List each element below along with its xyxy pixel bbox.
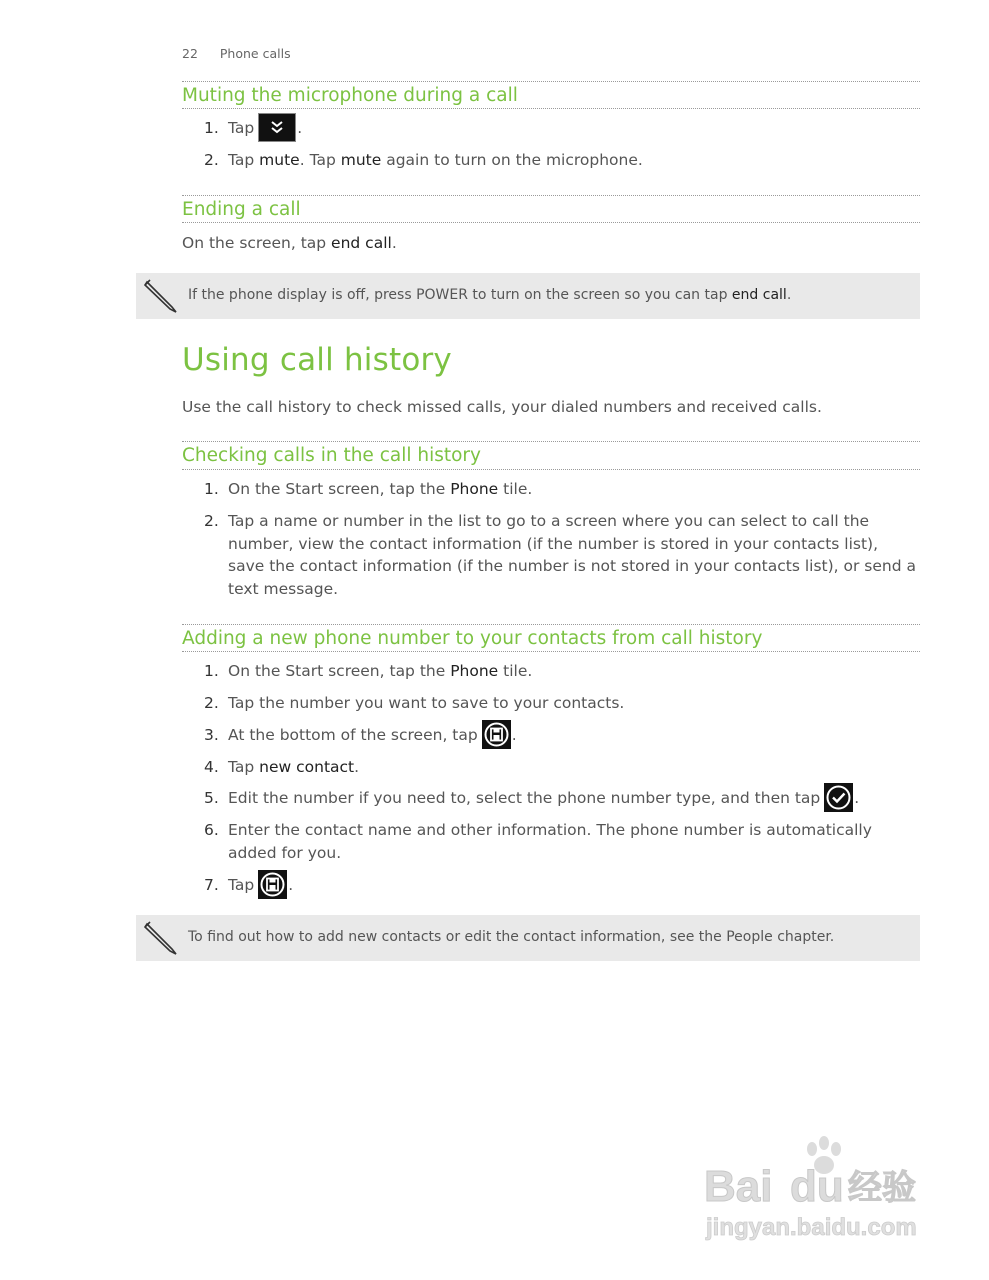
- step-text: Tap .: [228, 117, 918, 140]
- note-text: To find out how to add new contacts or edit the contact information, see the People chapter.: [188, 929, 835, 945]
- step-text: At the bottom of the screen, tap .: [228, 724, 918, 747]
- check-icon: [824, 783, 853, 812]
- pencil-icon: [142, 277, 178, 313]
- step-text: On the Start screen, tap the Phone tile.: [228, 480, 533, 498]
- step-number: 6.: [204, 821, 219, 839]
- section-divider: [182, 108, 920, 109]
- section-title-adding: Adding a new phone number to your contacts from call history: [182, 628, 763, 649]
- pencil-icon: [142, 919, 178, 955]
- section-title-ending: Ending a call: [182, 199, 301, 220]
- svg-text:经验: 经验: [848, 1168, 916, 1208]
- step-text: Edit the number if you need to, select the phone number type, and then tap .: [228, 787, 918, 810]
- save-icon: [258, 870, 287, 899]
- intro-paragraph: Use the call history to check missed calls, your dialed numbers and received calls.: [182, 398, 822, 416]
- chapter-name: Phone calls: [219, 46, 291, 61]
- note-box: [136, 915, 920, 961]
- running-header: [182, 46, 291, 61]
- step-text: Tap new contact.: [228, 758, 360, 776]
- step-text: Tap the number you want to save to your contacts.: [228, 694, 625, 712]
- svg-text:jingyan.baidu.com: jingyan.baidu.com: [706, 1214, 917, 1241]
- section-divider: [182, 81, 920, 82]
- step-text: On the Start screen, tap the Phone tile.: [228, 662, 533, 680]
- section-title-muting: Muting the microphone during a call: [182, 85, 518, 106]
- list-item: [204, 819, 919, 865]
- chevron-down-icon: [258, 113, 296, 142]
- section-divider: [182, 222, 920, 223]
- step-text: Enter the contact name and other information. The phone number is automatically added for you.: [228, 821, 872, 862]
- note-box: [136, 273, 920, 319]
- watermark-logo: [700, 1135, 940, 1245]
- save-icon: [482, 720, 511, 749]
- page-title: Using call history: [182, 342, 452, 378]
- step-number: 2.: [204, 512, 219, 530]
- step-number: 1.: [204, 119, 219, 137]
- step-number: 3.: [204, 726, 219, 744]
- ending-paragraph: On the screen, tap end call.: [182, 234, 397, 252]
- section-divider: [182, 651, 920, 652]
- step-number: 4.: [204, 758, 219, 776]
- svg-text:Bai: Bai: [704, 1162, 773, 1211]
- section-divider: [182, 469, 920, 470]
- section-title-checking: Checking calls in the call history: [182, 445, 481, 466]
- step-number: 2.: [204, 151, 219, 169]
- step-number: 1.: [204, 662, 219, 680]
- section-divider: [182, 195, 920, 196]
- section-divider: [182, 624, 920, 625]
- step-number: 2.: [204, 694, 219, 712]
- step-text: Tap a name or number in the list to go to a screen where you can select to call the number, view the contact information (if the number is stored in your contacts list), save the contact information (if the number is not stored in your contacts list), or send a text message.: [228, 512, 916, 599]
- step-number: 5.: [204, 789, 219, 807]
- note-text: If the phone display is off, press POWER to turn on the screen so you can tap end call.: [188, 287, 792, 303]
- page-number: 22: [182, 46, 198, 61]
- step-text: Tap .: [228, 874, 918, 897]
- step-number: 1.: [204, 480, 219, 498]
- svg-text:du: du: [790, 1162, 844, 1211]
- list-item: [204, 510, 919, 602]
- step-number: 7.: [204, 876, 219, 894]
- step-text: Tap mute. Tap mute again to turn on the microphone.: [228, 151, 643, 169]
- section-divider: [182, 441, 920, 442]
